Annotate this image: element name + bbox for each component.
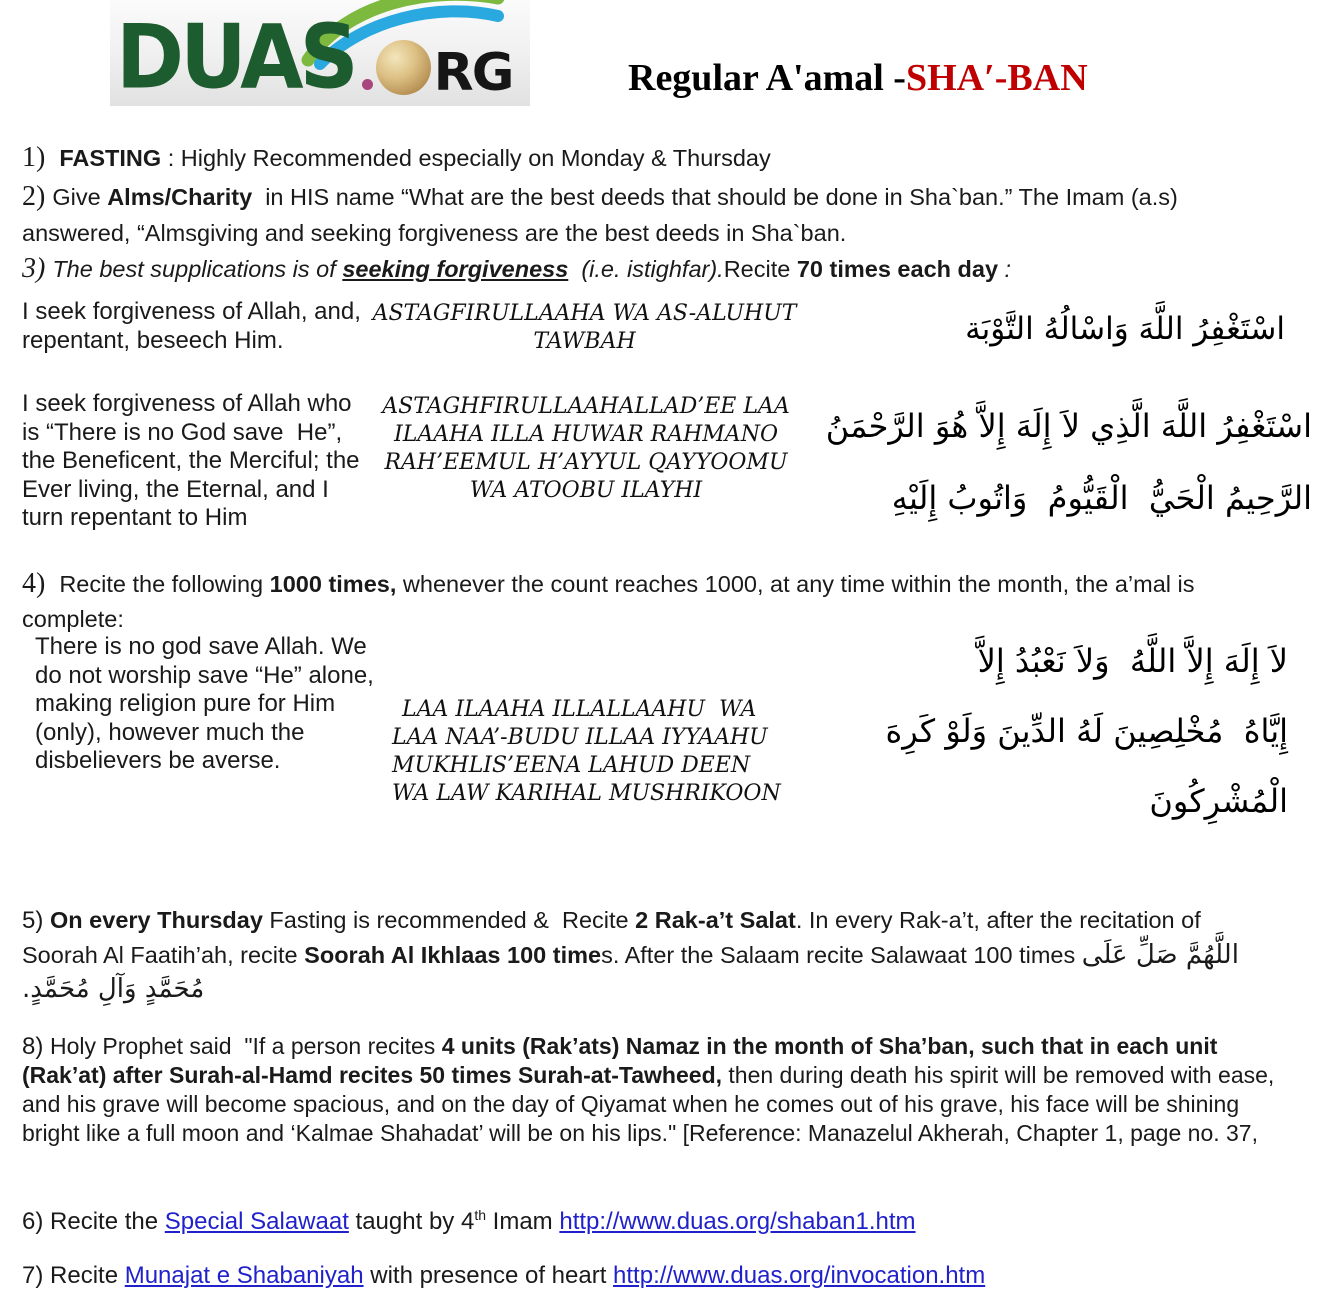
item-number: 3) xyxy=(22,253,53,284)
item8-bold-text: 4 units (Rak’ats) Namaz in the month of Sha’ban, such that in each unit (Rak’at) after Surah-al-Hamd recites 50 times Surah-at-Tawheed, xyxy=(22,1033,1224,1088)
list-item-3-supplications xyxy=(22,252,1302,286)
dua1-english-translation: I seek forgiveness of Allah, and, repentant, beseech Him. xyxy=(22,298,361,354)
golden-sphere-icon xyxy=(376,40,431,95)
item-number: 8) xyxy=(22,1033,51,1060)
dua2-arabic-line-2: الرَّحِيمُ الْحَيُّ الْقَيُّومُ وَاتُوبُ إِلَيْهِ xyxy=(891,479,1312,517)
item6-text-2: Imam xyxy=(486,1208,560,1235)
logo-dot-icon xyxy=(362,79,373,90)
list-item-6-special-salawaat xyxy=(22,1200,1302,1237)
item3-italic-text: The best supplications is of xyxy=(52,256,343,282)
item5-text-1: Fasting is recommended & Recite xyxy=(262,907,636,933)
dua3-translit-line-2: LAA NAA’-BUDU ILLAA IYYAAHU xyxy=(392,725,768,750)
page-title xyxy=(628,56,1318,100)
dua3-arabic-line-2: إِيَّاهُ مُخْلِصِينَ لَهُ الدِّينَ وَلَوْ كَرِهَ xyxy=(885,712,1288,750)
list-item-5-thursday xyxy=(22,903,1277,1006)
dua3-arabic-text xyxy=(720,626,1288,836)
special-salawaat-link[interactable]: Special Salawaat xyxy=(164,1208,349,1235)
dua3-arabic-line-3: الْمُشْرِكُونَ xyxy=(1149,782,1288,820)
item-number: 7) xyxy=(22,1262,51,1289)
duas-org-logo xyxy=(110,0,530,109)
item6-text-1: taught by 4 xyxy=(348,1208,475,1235)
item2-text: in HIS name “What are the best deeds that should be done in Sha`ban.” The Imam (a.s) answered, “Almsgiving and seeking forgiveness are the best deeds in Sha`ban. xyxy=(22,184,1185,246)
item6-text-pre: Recite the xyxy=(50,1208,165,1235)
item3-istighfar: (i.e. istighfar). xyxy=(568,256,724,282)
item7-text-1: with presence of heart xyxy=(363,1262,614,1289)
dua3-translit-line-1: LAA ILAAHA ILLALLAAHU WA xyxy=(402,697,757,722)
dua3-arabic-line-1: لاَ إِلَهَ إِلاَّ اللَّهُ وَلاَ نَعْبُدُ إِلاَّ xyxy=(977,642,1288,680)
item4-bold-text: 1000 times, xyxy=(269,571,397,597)
logo-lockup xyxy=(116,6,513,109)
dua2-arabic-text xyxy=(700,390,1312,534)
item3-70-times: 70 times each day xyxy=(796,256,999,282)
item-number: 6) xyxy=(22,1208,51,1235)
page-title-red: SHA′-BAN xyxy=(905,57,1088,99)
item-number: 1) xyxy=(22,142,60,173)
munajat-shabaniyah-link[interactable]: Munajat e Shabaniyah xyxy=(124,1262,364,1289)
dua2-english-translation: I seek forgiveness of Allah who is “There is no God save He”, the Beneficent, the Merciful; the Ever living, the Eternal, and I turn repentant to Him xyxy=(22,390,367,531)
item3-seeking-forgiveness: seeking forgiveness xyxy=(342,256,569,282)
dua3-translit-line-3: MUKHLIS’EENA LAHUD DEEN xyxy=(392,753,751,778)
item5-text-3: s. After the Salaam recite Salawaat 100 times xyxy=(601,942,1082,968)
item5-text-2: . In every Rak-a’t, after the recitation of Soorah Al Faatih’ah, recite xyxy=(22,907,1208,968)
logo-suffix: RG xyxy=(433,43,513,103)
item5-bold-ikhlaas: Soorah Al Ikhlaas 100 time xyxy=(304,942,602,968)
list-item-2-alms xyxy=(22,179,1227,251)
item8-text-pre: Holy Prophet said "If a person recites xyxy=(50,1033,442,1059)
item8-text: then during death his spirit will be removed with ease, and his grave will become spacious, and on the day of Qiyamat when he comes out of his grave, his face will be shining bright like a full moon and ‘Kalmae Shahadat’ will be on his lips." [Reference: Manazelul Akherah, Chapter 1, page no. 37, xyxy=(22,1062,1281,1146)
item4-text: whenever the count reaches 1000, at any time within the month, the a’mal is complete: xyxy=(22,571,1202,632)
dua3-translit-line-4: WA LAW KARIHAL MUSHRIKOON xyxy=(392,781,781,806)
item4-text-pre: Recite the following xyxy=(59,571,270,597)
list-item-8-holy-prophet xyxy=(22,1032,1300,1148)
logo-wordmark: DUAS xyxy=(116,6,355,109)
item3-colon: : xyxy=(998,256,1012,282)
item3-recite: Recite xyxy=(723,256,797,282)
item5-salawaat-arabic: اللَّهُمَّ صَلِّ عَلَى مُحَمَّدٍ وَآلِ مُحَمَّدٍ. xyxy=(22,940,1248,1004)
list-item-1-fasting xyxy=(22,141,1302,175)
item5-bold-rakat: 2 Rak-a’t Salat xyxy=(635,907,796,933)
item-number: 4) xyxy=(22,568,60,599)
dua2-arabic-line-1: اسْتَغْفِرُ اللَّهَ الَّذِي لاَ إِلَهَ إِلاَّ هُوَ الرَّحْمَنُ xyxy=(825,407,1312,445)
item-number: 5) xyxy=(22,907,51,934)
dua3-english-translation: There is no god save Allah. We do not worship save “He” alone, making religion pure for Him (only), however much the disbelievers be averse. xyxy=(35,633,381,774)
item6-superscript-th: th xyxy=(474,1207,486,1223)
item1-bold-text: FASTING xyxy=(59,145,162,171)
shaban1-url-link[interactable]: http://www.duas.org/shaban1.htm xyxy=(559,1208,916,1235)
item-number: 2) xyxy=(22,181,53,212)
dua1-arabic-text: اسْتَغْفِرُ اللَّهَ وَاسْالُهُ التَّوْبَة xyxy=(965,311,1285,347)
dua1-transliteration: ASTAGFIRULLAAHA WA AS-ALUHUT TAWBAH xyxy=(372,301,797,354)
item2-bold-text: Alms/Charity xyxy=(107,184,253,210)
list-item-7-munajat xyxy=(22,1260,1302,1291)
item7-text-pre: Recite xyxy=(50,1262,125,1289)
item1-text: : Highly Recommended especially on Monday & Thursday xyxy=(161,145,771,171)
item2-text-pre: Give xyxy=(52,184,108,210)
item5-bold-thursday: On every Thursday xyxy=(50,907,263,933)
dua2-transliteration: ASTAGHFIRULLAAHALLAD’EE LAA ILAAHA ILLA HUWAR RAHMANO RAH’EEMUL H’AYYUL QAYYOOMU WA ATOOBU ILAYHI xyxy=(382,394,790,503)
invocation-url-link[interactable]: http://www.duas.org/invocation.htm xyxy=(613,1262,986,1289)
page-title-black: Regular A'amal - xyxy=(628,57,906,99)
